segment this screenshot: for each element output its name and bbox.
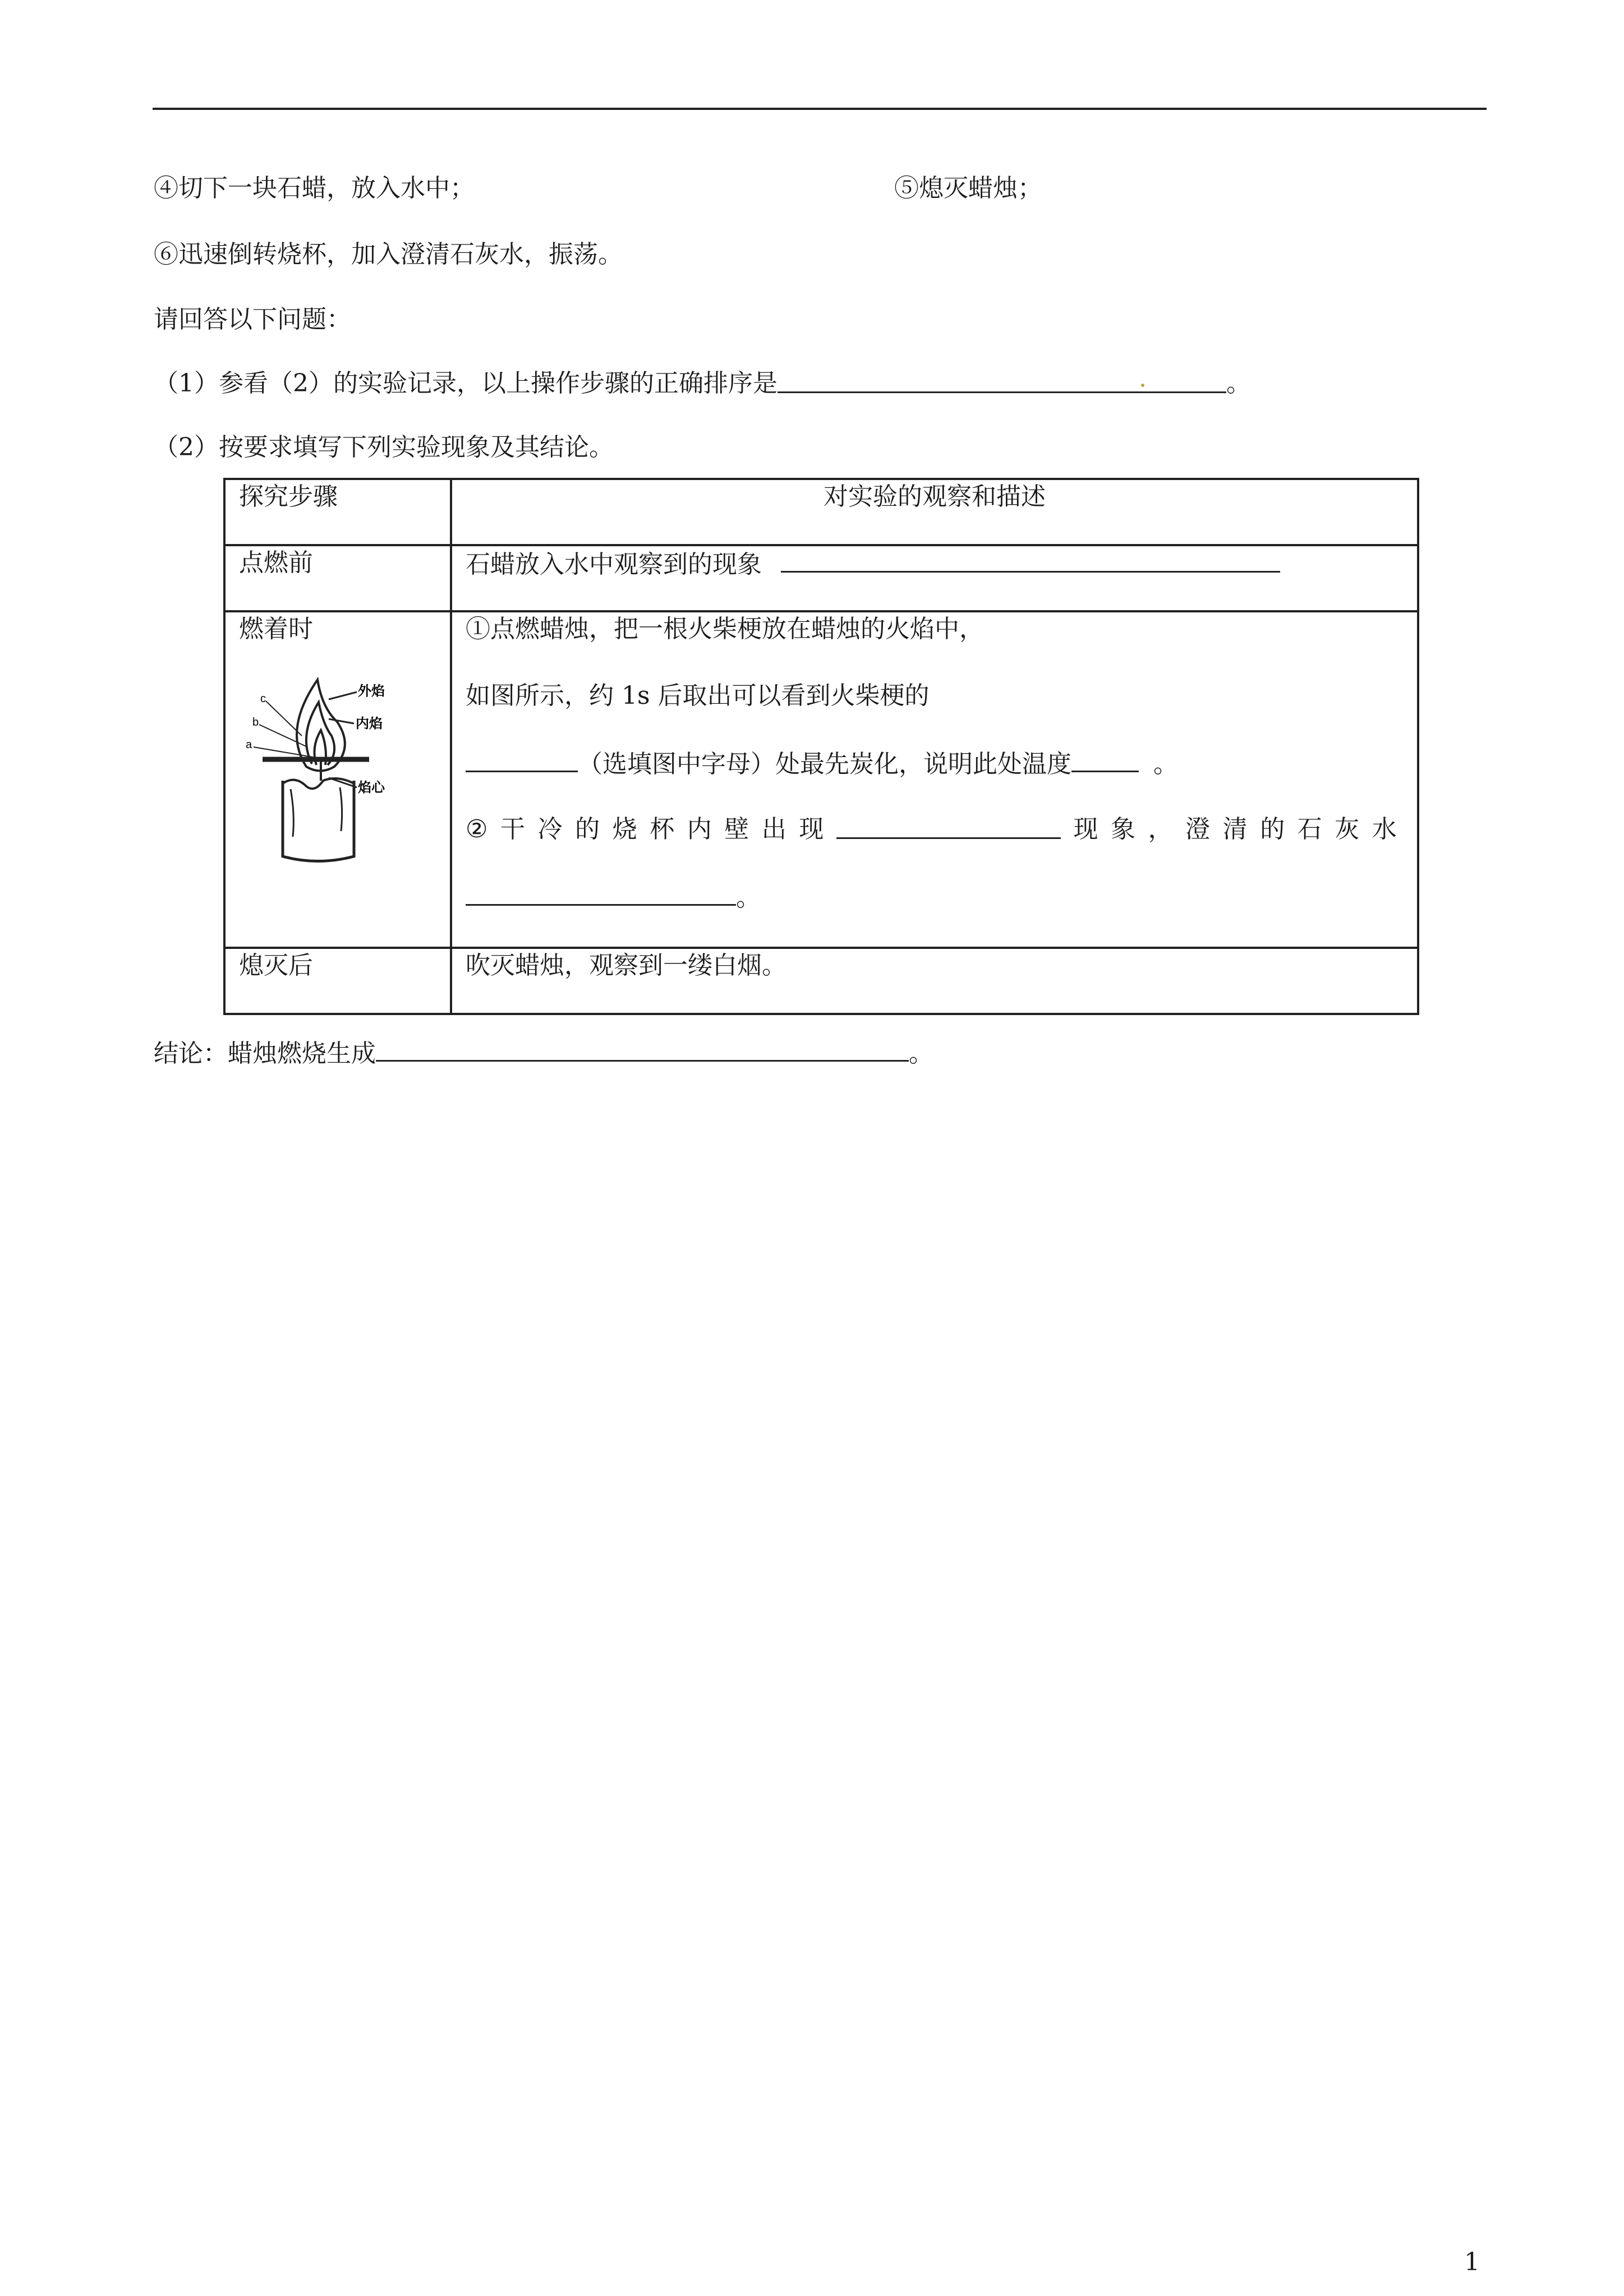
experiment-table [223,478,1419,1015]
question-2: （2）按要求填写下列实验现象及其结论。 [154,433,614,462]
burning-line-3-text: （选填图中字母）处最先炭化，说明此处温度 [578,750,1071,778]
beaker-char: 现 [1073,815,1098,843]
burning-line-2: 如图所示，约 1s 后取出可以看到火柴梗的 [466,681,930,710]
beaker-char: 的 [1260,815,1285,843]
temperature-blank[interactable] [1071,746,1139,772]
step-6: ⑥迅速倒转烧杯，加入澄清石灰水，振荡。 [154,240,623,269]
conclusion-end: 。 [909,1039,933,1068]
beaker-char: 出 [761,815,786,843]
beaker-char: 石 [1297,815,1322,843]
step-5: ⑤熄灭蜡烛； [894,174,1042,202]
beaker-char: 的 [575,815,600,843]
beaker-char: 杯 [650,815,675,843]
beaker-wall-blank[interactable] [836,813,1061,839]
question-1 [154,367,1251,400]
burning-line-5 [466,879,1404,946]
burning-step-cell [224,611,451,948]
before-desc-cell [451,545,1418,611]
beaker-char: 现 [799,815,824,843]
after-step: 熄灭后 [224,948,451,1014]
question-prompt: 请回答以下问题： [154,305,351,334]
label-a: a [246,739,252,751]
burning-line-3 [466,746,1404,813]
table-row-before [224,545,1418,611]
label-b: b [252,716,259,729]
conclusion [154,1035,933,1071]
beaker-char: ② [466,815,488,843]
burning-step: 燃着时 [239,615,313,643]
beaker-char: 清 [1222,815,1248,843]
page-number: 1 [1464,2248,1480,2276]
label-flame-core: 焰心 [358,780,385,795]
beaker-char: 烧 [612,815,637,843]
burning-desc-cell [451,611,1418,948]
beaker-char: ， [1148,815,1173,843]
beaker-char: 澄 [1185,815,1211,843]
burning-line-5-end: 。 [736,883,761,912]
header-step: 探究步骤 [224,479,451,545]
beaker-char: 水 [1372,815,1397,843]
question-1-end: 。 [1226,369,1251,398]
burning-line-1: ①点燃蜡烛，把一根火柴梗放在蜡烛的火焰中， [466,615,984,643]
before-step: 点燃前 [224,545,451,611]
letter-blank[interactable] [466,746,578,772]
burning-line-4 [466,813,1397,879]
label-inner-flame: 内焰 [356,716,383,731]
table-header-row [224,479,1418,545]
label-c: c [260,693,266,705]
beaker-char: 干 [500,815,525,843]
before-blank[interactable] [781,546,1280,573]
before-desc: 石蜡放入水中观察到的现象 [466,550,762,579]
conclusion-text: 结论：蜡烛燃烧生成 [154,1039,376,1068]
limewater-blank[interactable] [466,879,736,906]
label-outer-flame: 外焰 [358,683,385,699]
beaker-char: 冷 [537,815,563,843]
beaker-char: 内 [687,815,712,843]
beaker-char: 象 [1111,815,1136,843]
header-rule [153,108,1487,110]
stray-dot [1141,384,1144,387]
table-row-burning [224,611,1418,948]
question-1-text: （1）参看（2）的实验记录，以上操作步骤的正确排序是 [154,369,778,398]
question-1-blank[interactable] [778,367,1226,393]
beaker-char: 灰 [1335,815,1360,843]
header-observation: 对实验的观察和描述 [451,479,1418,545]
burning-line-3-end: 。 [1153,750,1178,778]
after-desc: 吹灭蜡烛，观察到一缕白烟。 [451,948,1418,1014]
conclusion-blank[interactable] [376,1035,909,1062]
step-4: ④切下一块石蜡，放入水中； [154,174,475,202]
table-row-after [224,948,1418,1014]
candle-flame-figure [239,668,407,865]
beaker-char: 壁 [724,815,749,843]
